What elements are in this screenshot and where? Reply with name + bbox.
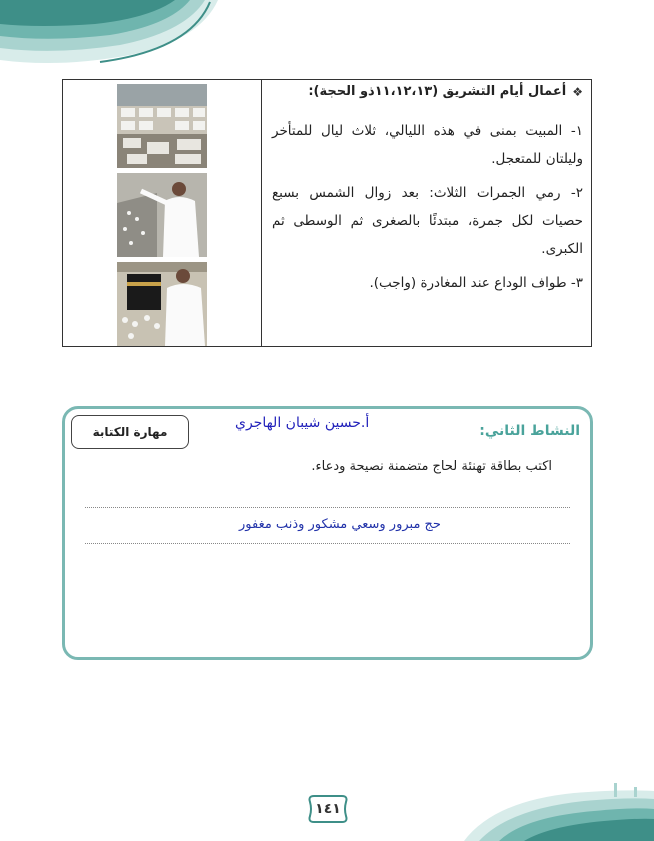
image-column (63, 80, 261, 346)
answer-line (85, 507, 570, 508)
skill-label: مهارة الكتابة (92, 425, 168, 439)
hajj-tashreeq-table (62, 79, 592, 347)
page-number-text: ١٤١ (315, 801, 341, 817)
activity-title: النشاط الثاني: (479, 423, 580, 439)
jamarat-pilgrim-photo (117, 173, 207, 257)
top-corner-ornament (0, 0, 230, 70)
teacher-name: أ.حسين شيبان الهاجري (235, 415, 370, 431)
section-heading (272, 84, 583, 99)
diamond-bullet-icon: ❖ (572, 84, 583, 99)
mina-tents-photo (117, 84, 207, 168)
writing-skill-badge (71, 415, 189, 449)
handwritten-answer: حج مبرور وسعي مشكور وذنب مغفور (239, 517, 441, 532)
text-column (261, 80, 591, 346)
heading-text: أعمال أيام التشريق (١١،١٢،١٣ذو الحجة): (308, 84, 567, 99)
list-item: ٣- طواف الوداع عند المغادرة (واجب). (369, 275, 583, 291)
page-number (306, 792, 350, 826)
kaaba-pilgrim-photo (117, 262, 207, 346)
answer-line (85, 543, 570, 544)
list-item: ٢- رمي الجمرات الثلاث: بعد زوال الشمس بسبع حصيات لكل جمرة، مبتدئًا بالصغرى ثم الوسطى ثم الكبرى. (272, 185, 583, 257)
activity-two-box (62, 406, 593, 660)
activity-instruction: اكتب بطاقة تهنئة لحاج متضمنة نصيحة ودعاء. (311, 459, 552, 474)
list-item: ١- المبيت بمنى في هذه الليالي، ثلاث ليال للمتأخر وليلتان للمتعجل. (272, 123, 583, 167)
bottom-corner-ornament (464, 781, 654, 841)
